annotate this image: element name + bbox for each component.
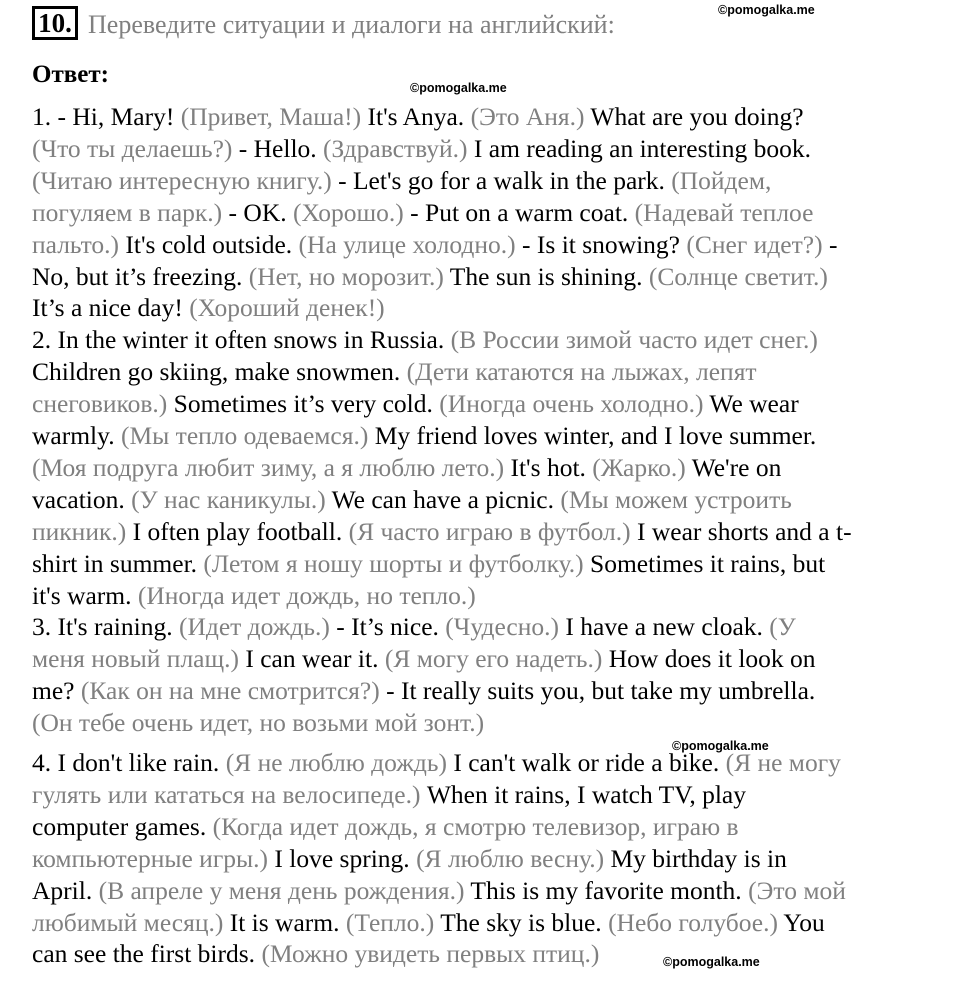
russian-translation: (В России зимой часто идет снег.) (450, 325, 818, 355)
answer-line (32, 516, 852, 548)
english-text: The sun is shining. (449, 261, 649, 291)
russian-translation: (Как он на мне смотрится?) (80, 676, 387, 706)
english-text: can see the first birds. (32, 939, 262, 969)
english-text: warmly. (32, 421, 121, 450)
russian-translation: (Я не люблю дождь) (225, 748, 454, 777)
english-text: It is warm. (229, 907, 346, 937)
russian-translation: (У нас каникулы.) (131, 484, 332, 514)
watermark-top: ©pomogalka.me (718, 3, 815, 17)
english-text: I often play football. (132, 516, 349, 546)
answer-line (32, 292, 385, 324)
english-text: - OK. (228, 197, 293, 227)
russian-translation: (Он тебе очень идет, но возьми мой зонт.) (32, 708, 485, 738)
answer-line (32, 420, 816, 452)
english-text: Children go skiing, make snowmen. (32, 357, 407, 387)
english-text: - Hello. (238, 133, 324, 163)
english-text: I can wear it. (245, 644, 385, 674)
english-text: We wear (709, 389, 799, 419)
russian-translation: (Дети катаются на лыжах, лепят (406, 357, 757, 387)
english-text: Sometimes it rains, but (590, 548, 826, 578)
russian-translation: (Жарко.) (592, 452, 692, 482)
english-text: - (828, 229, 838, 259)
task-number: 10. (32, 6, 78, 40)
russian-translation: (Нет, но морозит.) (248, 261, 450, 291)
english-text: I am reading an interesting book. (473, 133, 811, 163)
answer-line (32, 779, 746, 811)
english-text: No, but it’s freezing. (32, 261, 249, 291)
answer-line (32, 548, 825, 580)
russian-translation: (В апреле у меня день рождения.) (98, 875, 471, 905)
russian-translation: любимый месяц.) (32, 907, 230, 937)
russian-translation: (Это мой (748, 875, 846, 905)
russian-translation: (Когда идет дождь, я смотрю телевизор, играю в (212, 811, 739, 841)
russian-translation: (Идет дождь.) (178, 612, 337, 642)
answer-line (32, 580, 476, 612)
russian-translation: (Надевай теплое (634, 197, 814, 227)
answer-line (32, 907, 825, 939)
english-text: it's warm. (32, 580, 138, 610)
russian-translation: компьютерные игры.) (32, 843, 275, 873)
russian-translation: (Что ты делаешь?) (32, 133, 239, 163)
answer-line (32, 707, 484, 739)
english-text: 3. It's raining. (32, 612, 179, 642)
english-text: How does it look on (608, 644, 816, 674)
russian-translation: снеговиков.) (32, 389, 174, 419)
task-title: Переведите ситуации и диалоги на английский: (88, 10, 615, 39)
russian-translation: (Летом я ношу шорты и футболку.) (203, 548, 591, 578)
russian-translation: (Я не могу (725, 748, 841, 777)
english-text: April. (32, 875, 99, 905)
russian-translation: (Я часто играю в футбол.) (348, 516, 638, 546)
english-text: It’s a nice day! (32, 293, 190, 323)
russian-translation: (Моя подруга любит зиму, а я люблю лето.) (32, 452, 511, 482)
english-text: We can have a picnic. (331, 484, 561, 514)
answer-line (32, 324, 818, 356)
english-text: We're on (691, 452, 782, 482)
russian-translation: (Иногда идет дождь, но тепло.) (137, 580, 476, 610)
russian-translation: (Небо голубое.) (608, 907, 784, 937)
russian-translation: (Привет, Маша!) (180, 102, 368, 131)
answer-line (32, 675, 815, 707)
english-text: - Is it snowing? (522, 229, 687, 259)
answer-line (32, 611, 796, 643)
english-text: I have a new cloak. (565, 612, 770, 642)
english-text: computer games. (32, 811, 213, 841)
answer-line (32, 452, 781, 484)
answer-line (32, 811, 739, 843)
russian-translation: (Снег идет?) (686, 229, 829, 259)
english-text: It's hot. (510, 452, 593, 482)
english-text: The sky is blue. (440, 907, 609, 937)
english-text: shirt in summer. (32, 548, 204, 578)
russian-translation: (Я люблю весну.) (416, 843, 611, 873)
answer-line (32, 165, 771, 197)
russian-translation: погуляем в парк.) (32, 197, 229, 227)
answer-line (32, 356, 757, 388)
english-text: When it rains, I watch TV, play (426, 779, 746, 809)
russian-translation: (Я могу его надеть.) (384, 644, 609, 674)
english-text: I love spring. (274, 843, 417, 873)
english-text: me? (32, 676, 81, 706)
english-text: It's Anya. (367, 102, 471, 131)
english-text: I wear shorts and a t- (637, 516, 852, 546)
answer-line (32, 261, 828, 293)
russian-translation: (Мы тепло одеваемся.) (121, 421, 375, 450)
russian-translation: (На улице холодно.) (298, 229, 523, 259)
russian-translation: (Солнце светит.) (648, 261, 828, 291)
russian-translation: (Иногда очень холодно.) (439, 389, 710, 419)
russian-translation: (Можно увидеть первых птиц.) (261, 939, 600, 969)
answer-line (32, 133, 811, 165)
english-text: - Let's go for a walk in the park. (338, 165, 672, 195)
english-text: My friend loves winter, and I love summer. (374, 421, 817, 450)
english-text: I can't walk or ride a bike. (453, 748, 726, 777)
english-text: vacation. (32, 484, 132, 514)
russian-translation: (У (769, 612, 796, 642)
english-text: 2. In the winter it often snows in Russia. (32, 325, 451, 355)
russian-translation: (Хорошо.) (292, 197, 411, 227)
russian-translation: меня новый плащ.) (32, 644, 246, 674)
english-text: - It really suits you, but take my umbrella. (386, 676, 816, 706)
english-text: - Put on a warm coat. (410, 197, 635, 227)
russian-translation: (Чудесно.) (445, 612, 566, 642)
russian-translation: (Мы можем устроить (560, 484, 792, 514)
russian-translation: (Это Аня.) (470, 102, 591, 131)
answer-line (32, 484, 792, 516)
russian-translation: гулять или кататься на велосипеде.) (32, 779, 427, 809)
english-text: It's cold outside. (125, 229, 299, 259)
english-text: 1. - Hi, Mary! (32, 102, 181, 131)
english-text: My birthday is in (610, 843, 787, 873)
answer-label: Ответ: (32, 61, 109, 88)
watermark-answer: ©pomogalka.me (410, 81, 507, 95)
watermark-bottom: ©pomogalka.me (663, 955, 760, 969)
russian-translation: (Пойдем, (671, 165, 772, 195)
answer-line (32, 101, 804, 133)
english-text: What are you doing? (590, 102, 804, 131)
answer-line (32, 197, 813, 229)
answer-line (32, 938, 599, 970)
english-text: - It’s nice. (336, 612, 446, 642)
russian-translation: пальто.) (32, 229, 126, 259)
english-text: 4. I don't like rain. (32, 748, 226, 777)
english-text: Sometimes it’s very cold. (173, 389, 440, 419)
answer-line (32, 843, 787, 875)
russian-translation: пикник.) (32, 516, 133, 546)
answer-line (32, 388, 799, 420)
russian-translation: (Тепло.) (345, 907, 441, 937)
watermark-middle: ©pomogalka.me (672, 739, 769, 753)
russian-translation: (Читаю интересную книгу.) (32, 165, 339, 195)
answer-line (32, 875, 846, 907)
answer-line (32, 643, 816, 675)
russian-translation: (Хороший денек!) (189, 293, 385, 323)
english-text: You (783, 907, 825, 937)
english-text: This is my favorite month. (470, 875, 749, 905)
russian-translation: (Здравствуй.) (323, 133, 474, 163)
answer-line (32, 229, 837, 261)
